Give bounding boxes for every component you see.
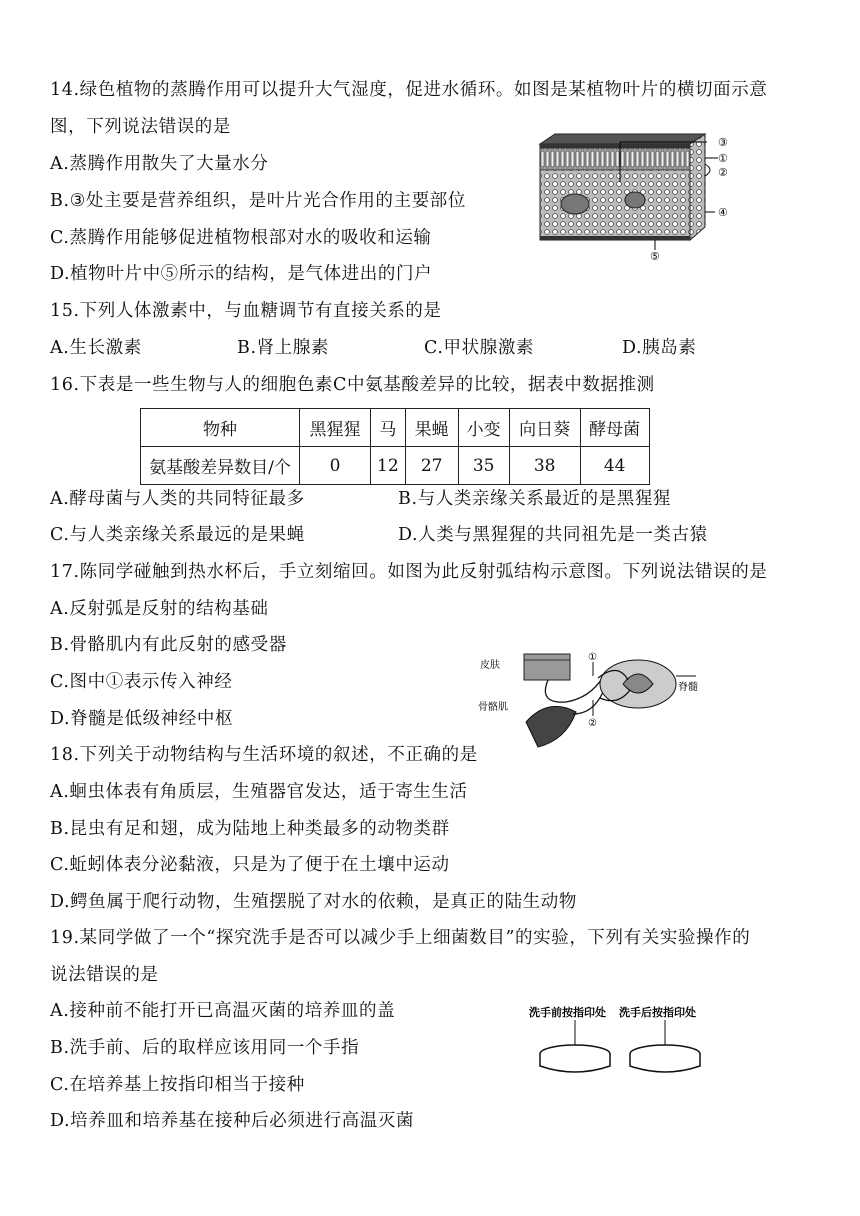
petri-label-before: 洗手前按指印处 (529, 1006, 606, 1019)
q17-option-d: D.脊髓是低级神经中枢 (50, 709, 234, 729)
table-header-row (141, 409, 650, 447)
q19-option-b: B.洗手前、后的取样应该用同一个手指 (50, 1038, 360, 1058)
q16-stem: 16.下表是一些生物与人的细胞色素C中氨基酸差异的比较，据表中数据推测 (50, 375, 655, 395)
table-cell: 44 (580, 447, 649, 485)
leaf-label-3: ③ (718, 136, 728, 149)
q15-option-c: C.甲状腺激素 (424, 338, 535, 358)
q19-option-a: A.接种前不能打开已高温灭菌的培养皿的盖 (50, 1001, 396, 1021)
skin-label: 皮肤 (480, 660, 500, 671)
table-cell: 12 (371, 447, 406, 485)
table-cell: 0 (300, 447, 371, 485)
reflex-arc-figure (478, 642, 728, 757)
q19-stem-line2: 说法错误的是 (50, 965, 159, 985)
q18-stem: 18.下列关于动物结构与生活环境的叙述，不正确的是 (50, 745, 478, 765)
q18-option-b: B.昆虫有足和翅，成为陆地上种类最多的动物类群 (50, 819, 450, 839)
q16-option-d: D.人类与黑猩猩的共同祖先是一类古猿 (398, 525, 708, 545)
nerve-label-1: ① (588, 652, 597, 663)
petri-label-after: 洗手后按指印处 (619, 1006, 696, 1019)
q16-option-a: A.酵母菌与人类的共同特征最多 (50, 489, 305, 509)
q18-option-d: D.鳄鱼属于爬行动物，生殖摆脱了对水的依赖，是真正的陆生动物 (50, 892, 577, 912)
nerve-label-2: ② (588, 718, 597, 729)
table-cell: 果蝇 (405, 409, 458, 447)
table-cell: 35 (458, 447, 509, 485)
leaf-label-2: ② (718, 166, 728, 179)
q14-option-a: A.蒸腾作用散失了大量水分 (50, 154, 269, 174)
q15-stem: 15.下列人体激素中，与血糖调节有直接关系的是 (50, 301, 442, 321)
q18-option-a: A.蛔虫体表有角质层，生殖器官发达，适于寄生生活 (50, 782, 468, 802)
q14-option-c: C.蒸腾作用能够促进植物根部对水的吸收和运输 (50, 228, 432, 248)
q14-stem-line2: 图，下列说法错误的是 (50, 117, 231, 137)
q14-option-d: D.植物叶片中⑤所示的结构，是气体进出的门户 (50, 264, 433, 284)
table-row (141, 447, 650, 485)
q19-option-d: D.培养皿和培养基在接种后必须进行高温灭菌 (50, 1111, 415, 1131)
table-cell: 27 (405, 447, 458, 485)
q14-stem-line1: 14.绿色植物的蒸腾作用可以提升大气湿度，促进水循环。如图是某植物叶片的横切面示意 (50, 80, 768, 100)
table-cell: 物种 (141, 409, 300, 447)
table-cell: 酵母菌 (580, 409, 649, 447)
q18-option-c: C.蚯蚓体表分泌黏液，只是为了便于在土壤中运动 (50, 855, 450, 875)
q17-option-a: A.反射弧是反射的结构基础 (50, 599, 269, 619)
amino-acid-table (140, 408, 650, 485)
q14-option-b: B.③处主要是营养组织，是叶片光合作用的主要部位 (50, 191, 467, 211)
q15-option-a: A.生长激素 (50, 338, 142, 358)
q15-option-b: B.肾上腺素 (237, 338, 330, 358)
table-cell: 马 (371, 409, 406, 447)
q16-option-c: C.与人类亲缘关系最远的是果蝇 (50, 525, 305, 545)
table-cell: 黑猩猩 (300, 409, 371, 447)
table-cell: 氨基酸差异数目/个 (141, 447, 300, 485)
spinal-cord-label: 脊髓 (678, 682, 698, 693)
q16-option-b: B.与人类亲缘关系最近的是黑猩猩 (398, 489, 672, 509)
leaf-label-5: ⑤ (650, 250, 660, 262)
petri-dish-figure (525, 1002, 715, 1082)
leaf-label-1: ① (718, 152, 728, 165)
table-cell: 小变 (458, 409, 509, 447)
q17-option-c: C.图中①表示传入神经 (50, 672, 233, 692)
q19-stem-line1: 19.某同学做了一个“探究洗手是否可以减少手上细菌数目”的实验，下列有关实验操作的 (50, 928, 751, 948)
q19-option-c: C.在培养基上按指印相当于接种 (50, 1075, 305, 1095)
table-cell: 38 (509, 447, 580, 485)
table-cell: 向日葵 (509, 409, 580, 447)
q17-option-b: B.骨骼肌内有此反射的感受器 (50, 635, 287, 655)
q17-stem: 17.陈同学碰触到热水杯后，手立刻缩回。如图为此反射弧结构示意图。下列说法错误的是 (50, 562, 768, 582)
leaf-label-4: ④ (718, 206, 728, 219)
leaf-cross-section-figure (535, 132, 745, 262)
muscle-label: 骨骼肌 (478, 702, 508, 713)
q15-option-d: D.胰岛素 (622, 338, 697, 358)
